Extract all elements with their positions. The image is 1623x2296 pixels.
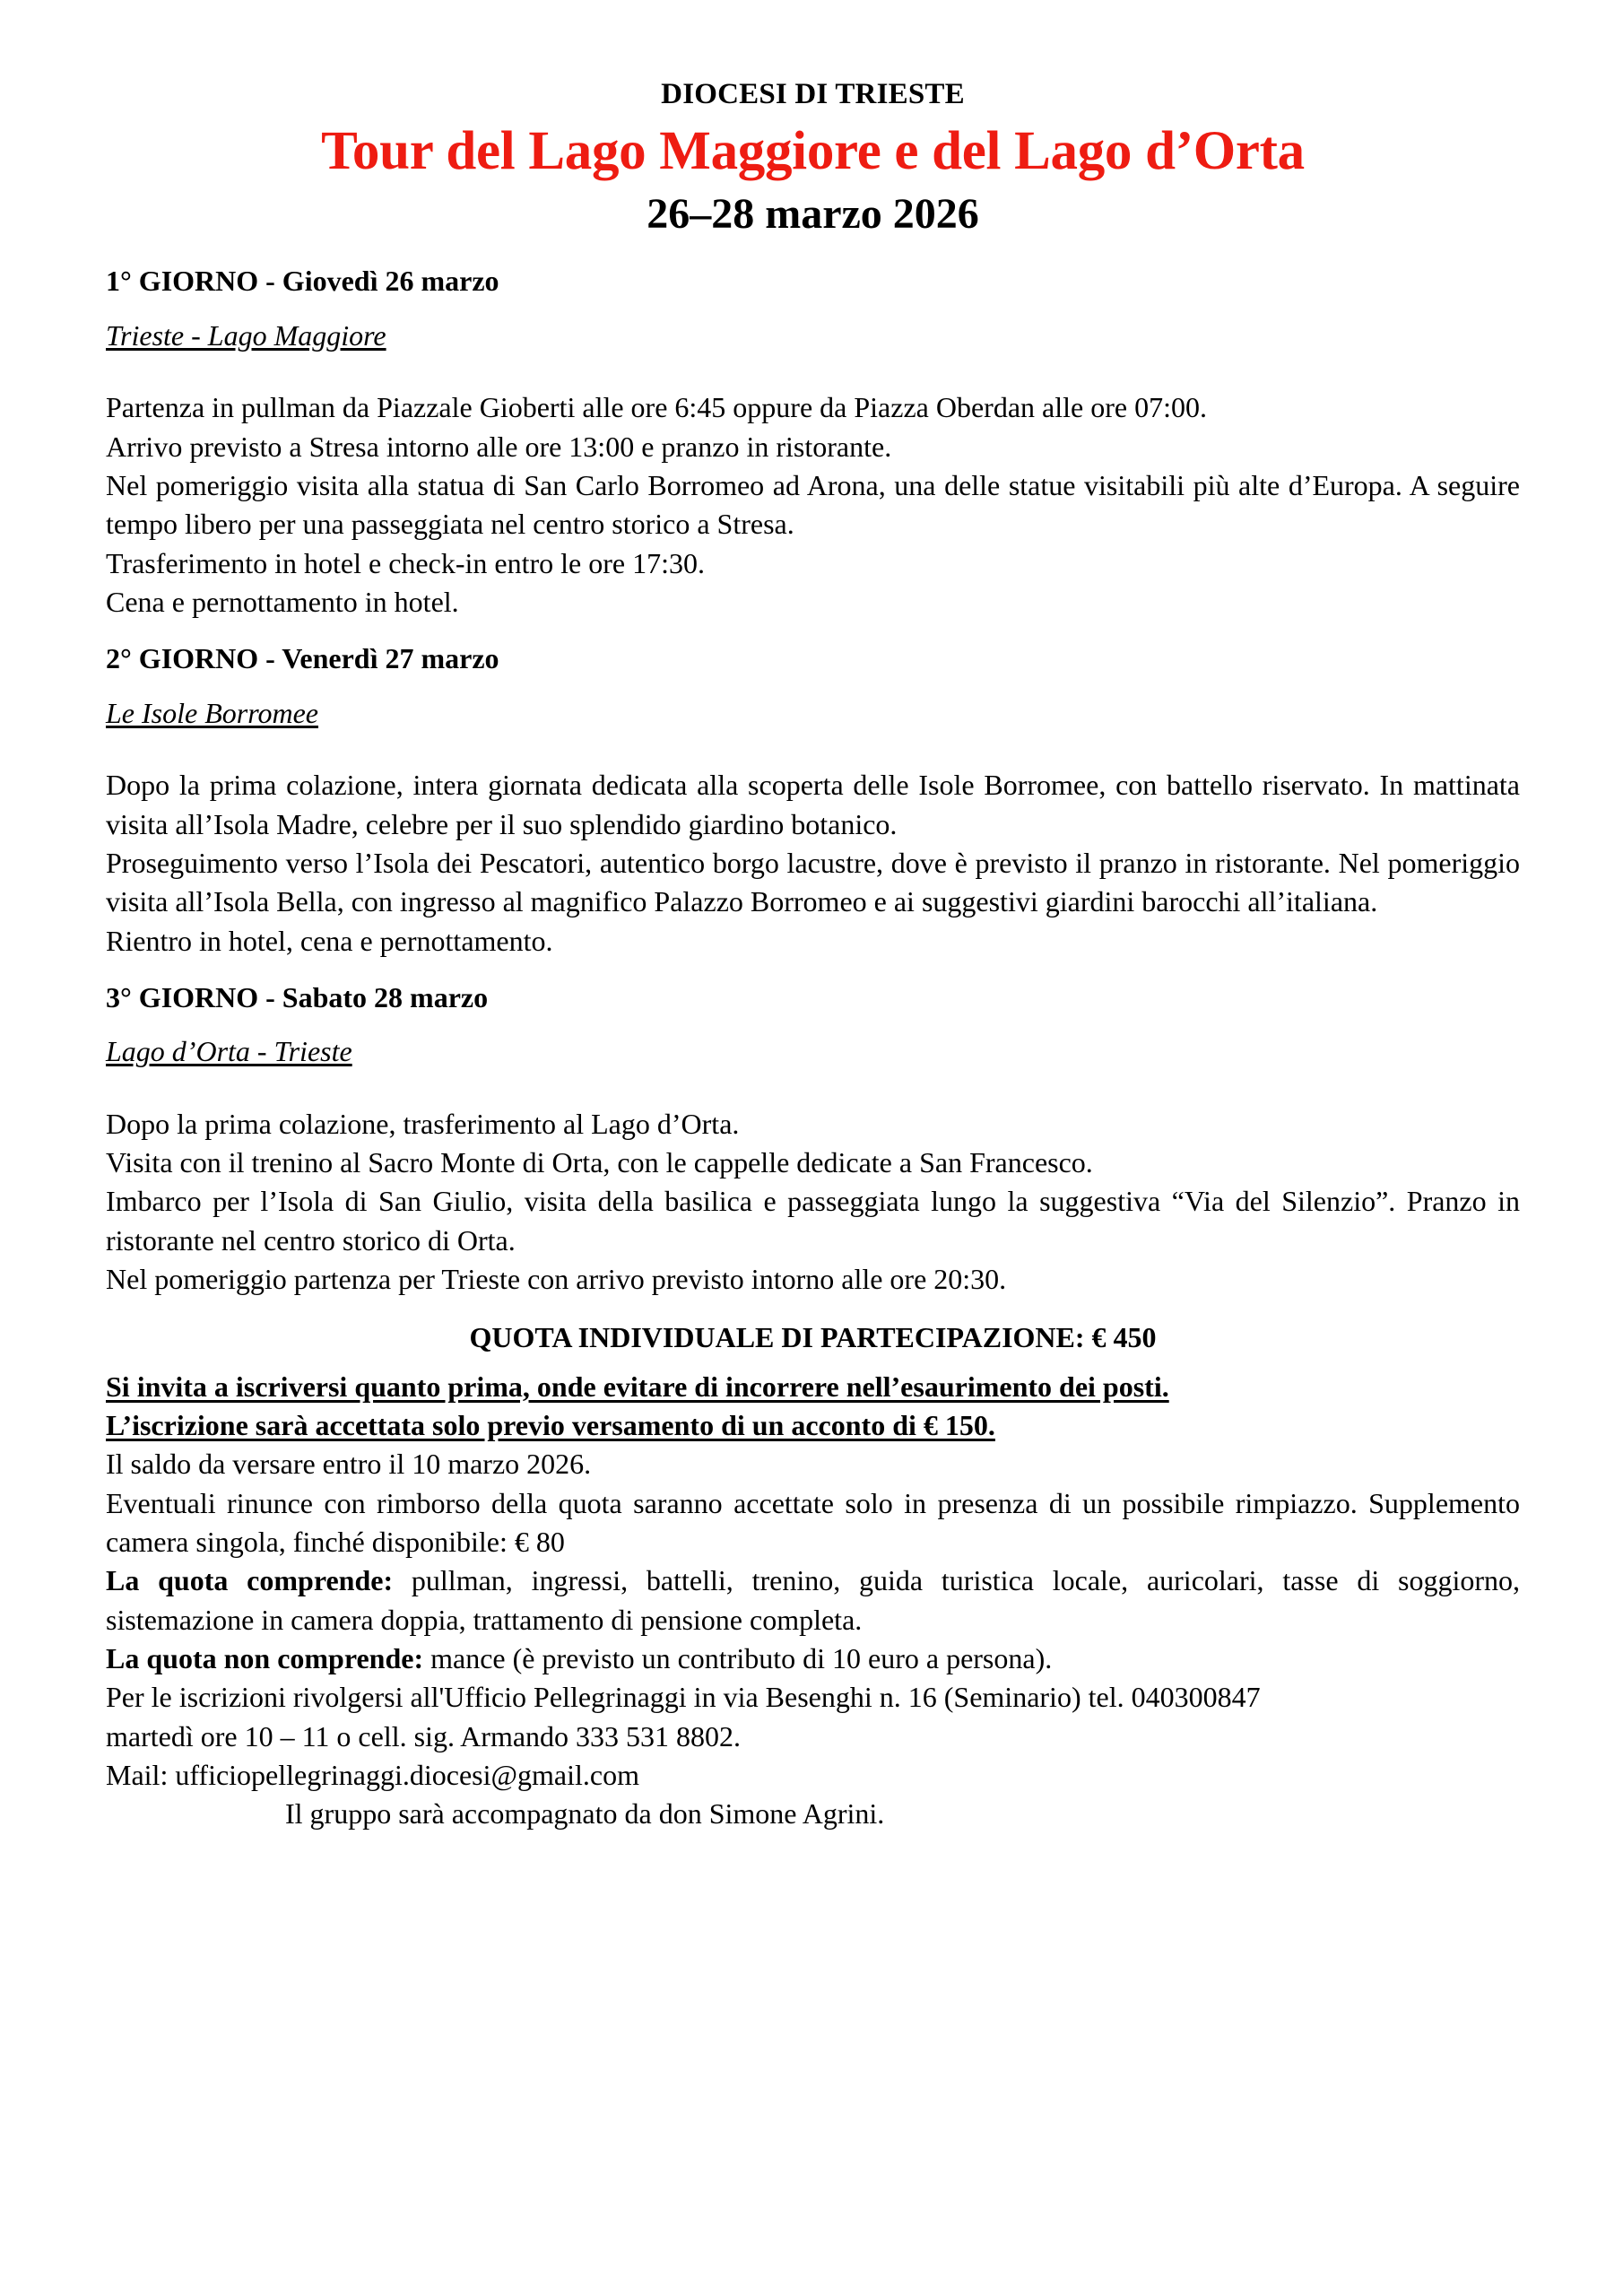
group-chaplain-note: Il gruppo sarà accompagnato da don Simone Agrini. xyxy=(285,1797,885,1831)
day-heading-2: 2° GIORNO - Venerdì 27 marzo xyxy=(106,642,499,675)
day-2-line-3: Rientro in hotel, cena e pernottamento. xyxy=(106,924,553,957)
day-heading-1: 1° GIORNO - Giovedì 26 marzo xyxy=(106,265,499,298)
registration-notice-line-1: Si invita a iscriversi quanto prima, onde evitare di incorrere nell’esaurimento dei posti. xyxy=(106,1370,1169,1403)
day-route-2: Le Isole Borromee xyxy=(106,696,318,729)
day-1-line-2: Arrivo previsto a Stresa intorno alle ore 13:00 e pranzo in ristorante. xyxy=(106,430,892,463)
day-section-2 xyxy=(106,641,1520,961)
quota-includes-text: pullman, ingressi, battelli, trenino, guida turistica locale, auricolari, tasse di soggiorno, sistemazione in camera doppia, trattamento di pensione completa. xyxy=(106,1564,1521,1636)
day-1-line-1: Partenza in pullman da Piazzale Gioberti alle ore 6:45 oppure da Piazza Oberdan alle ore 07:00. xyxy=(106,391,1207,424)
day-2-line-2: Proseguimento verso l’Isola dei Pescatori, autentico borgo lacustre, dove è previsto il pranzo in ristorante. Nel pomeriggio visita all’Isola Bella, con ingresso al magnifico Palazzo Borromeo e ai suggestivi giardini barocchi all’italiana. xyxy=(106,846,1520,918)
organization-heading: DIOCESI DI TRIESTE xyxy=(661,78,965,110)
day-1-line-3: Nel pomeriggio visita alla statua di San Carlo Borromeo ad Arona, una delle statue visitabili più alte d’Europa. A seguire tempo libero per una passeggiata nel centro storico a Stresa. xyxy=(106,468,1520,541)
day-1-line-5: Cena e pernottamento in hotel. xyxy=(106,586,459,619)
contact-office: Per le iscrizioni rivolgersi all'Ufficio Pellegrinaggi in via Besenghi n. 16 (Seminario) tel. 040300847 xyxy=(106,1681,1261,1714)
contact-hours: martedì ore 10 – 11 o cell. sig. Armando 333 531 8802. xyxy=(106,1719,742,1752)
day-3-line-2: Visita con il trenino al Sacro Monte di Orta, con le cappelle dedicate a San Francesco. xyxy=(106,1146,1093,1179)
quota-excludes xyxy=(106,1639,1520,1678)
refund-policy: Eventuali rinunce con rimborso della quota saranno accettate solo in presenza di un possibile rimpiazzo. Supplemento camera singola, finché disponibile: € 80 xyxy=(106,1486,1520,1558)
day-route-3: Lago d’Orta - Trieste xyxy=(106,1035,352,1068)
day-heading-3: 3° GIORNO - Sabato 28 marzo xyxy=(106,980,489,1013)
day-2-line-1: Dopo la prima colazione, intera giornata dedicata alla scoperta delle Isole Borromee, con battello riservato. In mattinata visita all’Isola Madre, celebre per il suo splendido giardino botanico. xyxy=(106,769,1520,840)
quota-excludes-text: mance (è previsto un contributo di 10 euro a persona). xyxy=(423,1642,1053,1675)
day-section-3 xyxy=(106,980,1520,1300)
registration-notice-line-2: L’iscrizione sarà accettata solo previo versamento di un acconto di € 150. xyxy=(106,1408,995,1441)
day-route-wrap-1 xyxy=(106,318,1520,370)
quota-excludes-label: La quota non comprende: xyxy=(106,1642,424,1675)
day-route-wrap-2 xyxy=(106,696,1520,748)
day-3-line-1: Dopo la prima colazione, trasferimento al Lago d’Orta. xyxy=(106,1107,740,1140)
contact-mail: Mail: ufficiopellegrinaggi.diocesi@gmail.com xyxy=(106,1759,639,1792)
quota-includes xyxy=(106,1561,1520,1639)
balance-due: Il saldo da versare entro il 10 marzo 2026. xyxy=(106,1448,592,1481)
day-3-line-3: Imbarco per l’Isola di San Giulio, visita della basilica e passeggiata lungo la suggestiva “Via del Silenzio”. Pranzo in ristorante nel centro storico di Orta. xyxy=(106,1185,1520,1257)
tour-dates: 26–28 marzo 2026 xyxy=(647,190,979,239)
day-1-line-4: Trasferimento in hotel e check-in entro le ore 17:30. xyxy=(106,546,705,579)
quota-headline: QUOTA INDIVIDUALE DI PARTECIPAZIONE: € 450 xyxy=(469,1320,1157,1353)
quota-includes-label: La quota comprende: xyxy=(106,1564,394,1597)
page-title: Tour del Lago Maggiore e del Lago d’Orta xyxy=(321,120,1305,181)
day-section-1 xyxy=(106,264,1520,622)
day-3-line-4: Nel pomeriggio partenza per Trieste con arrivo previsto intorno alle ore 20:30. xyxy=(106,1263,1007,1296)
day-route-1: Trieste - Lago Maggiore xyxy=(106,318,386,352)
day-route-wrap-3 xyxy=(106,1034,1520,1086)
